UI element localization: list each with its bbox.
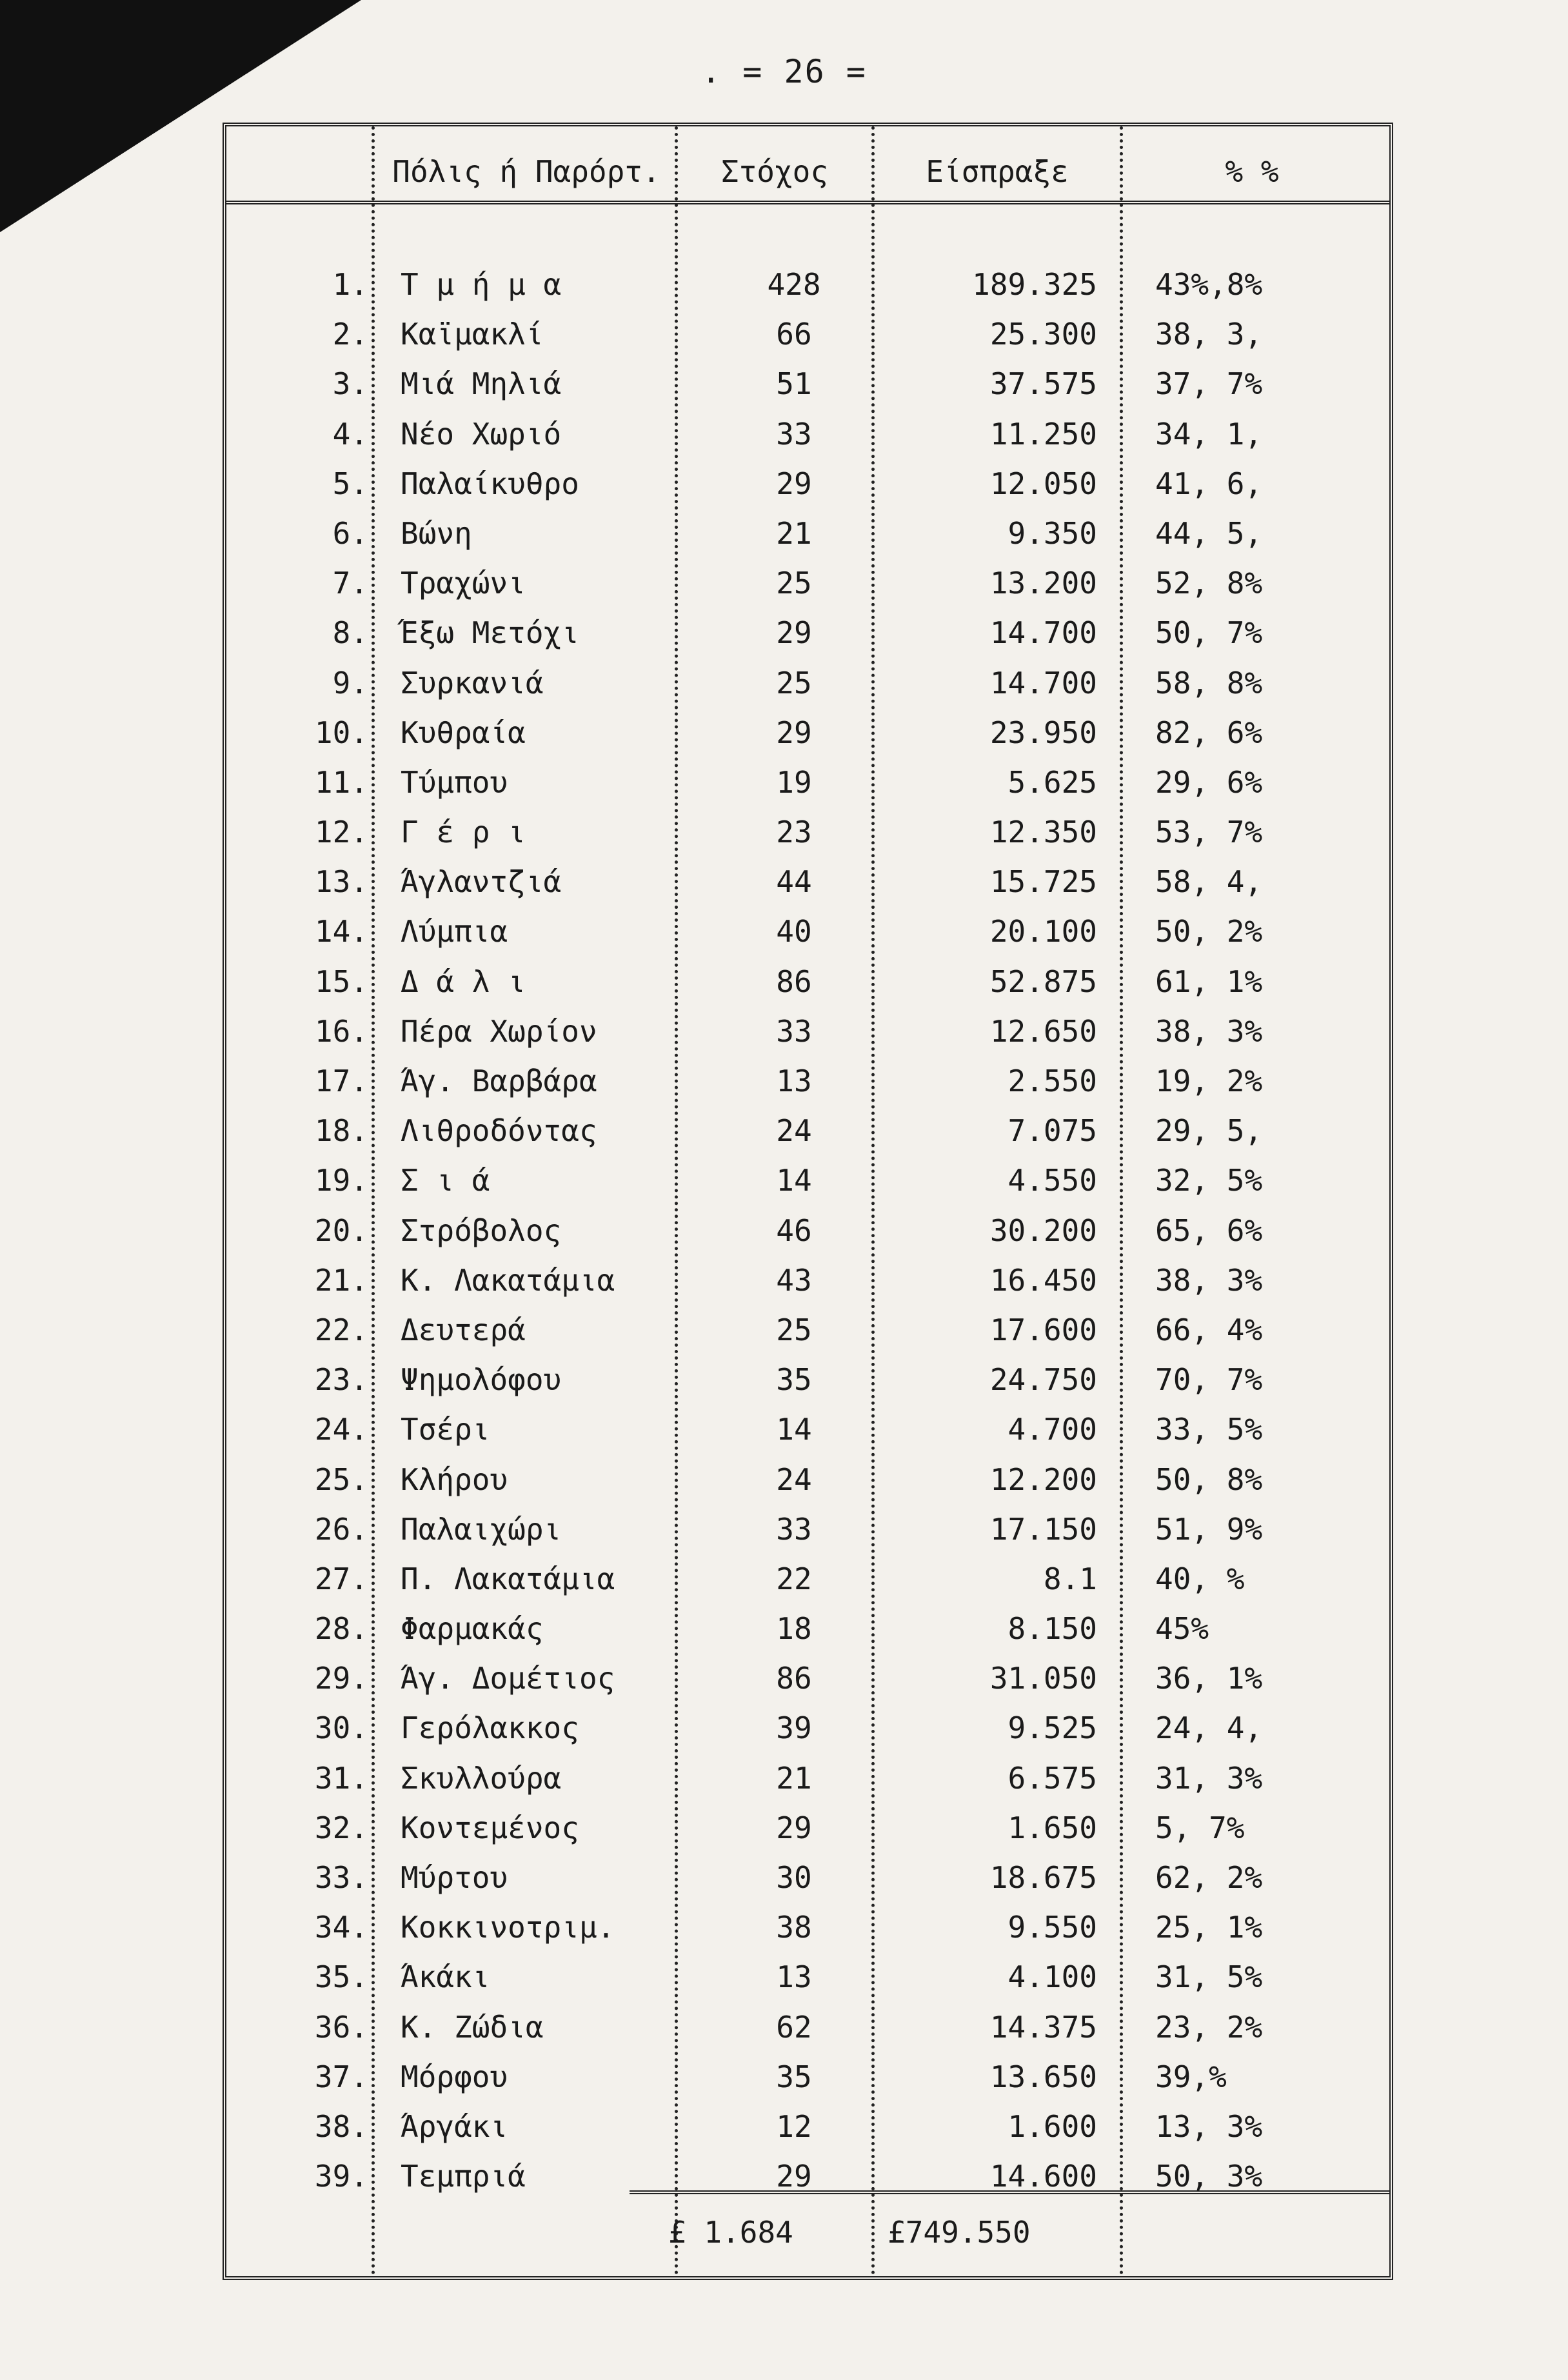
row-income: 52.875 (989, 964, 1097, 999)
table-row (226, 1507, 1389, 1556)
row-income: 18.675 (989, 1860, 1097, 1895)
row-target: 66 (776, 317, 812, 352)
row-target: 14 (776, 1412, 812, 1447)
row-place: Έξω Μετόχι (401, 615, 579, 651)
row-place: Πέρα Χωρίον (401, 1013, 597, 1049)
row-percent: 61, 1% (1155, 964, 1263, 999)
row-percent: 58, 8% (1155, 665, 1263, 700)
collection-table (223, 123, 1393, 2280)
table-row (226, 361, 1389, 411)
row-target: 29 (776, 1810, 812, 1845)
row-number: 33. (314, 1860, 368, 1895)
row-place: Δ ά λ ι (401, 964, 526, 999)
row-target: 38 (776, 1910, 812, 1945)
row-place: Νέο Χωριό (401, 416, 562, 451)
row-number: 20. (314, 1213, 368, 1248)
row-percent: 31, 5% (1155, 1959, 1263, 1995)
row-income: 2.550 (1007, 1064, 1097, 1098)
row-income: 14.700 (989, 615, 1097, 651)
row-percent: 19, 2% (1155, 1064, 1263, 1098)
row-target: 25 (776, 665, 812, 700)
row-place: Καϊμακλί (401, 317, 544, 352)
row-percent: 37, 7% (1155, 366, 1263, 402)
row-number: 3. (332, 366, 368, 402)
row-place: Σκυλλούρα (401, 1760, 562, 1796)
table-row (226, 1407, 1389, 1456)
row-income: 20.100 (989, 914, 1097, 949)
row-number: 5. (332, 466, 368, 501)
row-income: 1.600 (1007, 2108, 1097, 2144)
row-income: 17.150 (989, 1511, 1097, 1547)
table-row (226, 1954, 1389, 2004)
row-number: 23. (314, 1362, 368, 1398)
row-place: Συρκανιά (401, 665, 544, 700)
row-number: 39. (314, 2159, 368, 2194)
row-income: 7.075 (1007, 1113, 1097, 1149)
row-income: 24.750 (989, 1362, 1097, 1398)
row-place: Γ έ ρ ι (401, 815, 526, 850)
row-income: 5.625 (1007, 764, 1097, 800)
row-place: Τεμπριά (401, 2159, 526, 2194)
row-target: 43 (776, 1262, 812, 1298)
row-target: 29 (776, 2159, 812, 2194)
table-row (226, 1756, 1389, 1805)
row-income: 13.200 (989, 566, 1097, 601)
row-place: Κυθραία (401, 715, 526, 750)
row-number: 24. (314, 1412, 368, 1447)
table-row (226, 760, 1389, 809)
row-income: 37.575 (989, 366, 1097, 402)
row-number: 2. (332, 317, 368, 352)
row-income: 12.050 (989, 466, 1097, 501)
row-income: 8.150 (1007, 1611, 1097, 1647)
row-place: Βώνη (401, 515, 472, 551)
row-target: 21 (776, 515, 812, 551)
row-target: 44 (776, 864, 812, 900)
row-percent: 70, 7% (1155, 1362, 1263, 1398)
row-number: 18. (314, 1113, 368, 1149)
row-number: 12. (314, 815, 368, 850)
row-place: Τ μ ή μ α (401, 267, 562, 302)
row-percent: 5, 7% (1155, 1810, 1245, 1845)
row-target: 13 (776, 1959, 812, 1995)
row-number: 31. (314, 1760, 368, 1796)
row-target: 23 (776, 815, 812, 850)
row-place: Παλαιχώρι (401, 1511, 562, 1547)
row-number: 19. (314, 1163, 368, 1198)
row-percent: 65, 6% (1155, 1213, 1263, 1248)
row-target: 30 (776, 1860, 812, 1895)
row-income: 9.350 (1007, 515, 1097, 551)
row-place: Λύμπια (401, 914, 508, 949)
row-percent: 43%,8% (1155, 267, 1263, 302)
row-income: 14.600 (989, 2159, 1097, 2194)
row-place: Σ ι ά (401, 1163, 490, 1198)
row-place: Παλαίκυθρο (401, 466, 579, 501)
row-income: 6.575 (1007, 1760, 1097, 1796)
row-target: 22 (776, 1561, 812, 1596)
row-income: 9.525 (1007, 1711, 1097, 1746)
row-percent: 62, 2% (1155, 1860, 1263, 1895)
total-target: £ 1.684 (668, 2215, 793, 2250)
row-target: 46 (776, 1213, 812, 1248)
row-income: 4.100 (1007, 1959, 1097, 1995)
row-number: 16. (314, 1013, 368, 1049)
row-number: 11. (314, 764, 368, 800)
totals-row (630, 2190, 1389, 2272)
row-number: 32. (314, 1810, 368, 1845)
row-percent: 45% (1155, 1611, 1209, 1647)
row-place: Φαρμακάς (401, 1611, 544, 1647)
table-row (226, 1905, 1389, 1954)
row-percent: 29, 5, (1155, 1113, 1263, 1149)
table-row (226, 461, 1389, 511)
header-place: Πόλις ή Παρόρτ. (392, 154, 660, 189)
table-row (226, 2054, 1389, 2104)
table-body (226, 262, 1389, 2203)
row-target: 39 (776, 1711, 812, 1746)
row-percent: 58, 4, (1155, 864, 1263, 900)
row-percent: 66, 4% (1155, 1312, 1263, 1347)
table-row (226, 1656, 1389, 1705)
row-target: 19 (776, 764, 812, 800)
row-percent: 32, 5% (1155, 1163, 1263, 1198)
row-percent: 41, 6, (1155, 466, 1263, 501)
row-place: Άγ. Βαρβάρα (401, 1064, 597, 1098)
row-percent: 40, % (1155, 1561, 1245, 1596)
table-row (226, 511, 1389, 560)
row-income: 14.700 (989, 665, 1097, 700)
table-row (226, 1556, 1389, 1606)
row-percent: 34, 1, (1155, 416, 1263, 451)
row-percent: 50, 8% (1155, 1462, 1263, 1497)
row-target: 428 (767, 267, 821, 302)
table-row (226, 1307, 1389, 1357)
row-place: Κλήρου (401, 1462, 508, 1497)
row-place: Τσέρι (401, 1412, 490, 1447)
row-income: 9.550 (1007, 1910, 1097, 1945)
row-number: 38. (314, 2108, 368, 2144)
row-number: 15. (314, 964, 368, 999)
row-income: 11.250 (989, 416, 1097, 451)
row-target: 29 (776, 715, 812, 750)
row-income: 31.050 (989, 1661, 1097, 1696)
table-row (226, 660, 1389, 710)
row-place: Μιά Μηλιά (401, 366, 562, 402)
row-percent: 13, 3% (1155, 2108, 1263, 2144)
row-percent: 24, 4, (1155, 1711, 1263, 1746)
row-target: 21 (776, 1760, 812, 1796)
table-row (226, 859, 1389, 909)
row-number: 21. (314, 1262, 368, 1298)
row-target: 14 (776, 1163, 812, 1198)
table-row (226, 1705, 1389, 1755)
table-row (226, 1158, 1389, 1207)
row-percent: 53, 7% (1155, 815, 1263, 850)
row-place: Κ. Λακατάμια (401, 1262, 615, 1298)
row-target: 25 (776, 1312, 812, 1347)
row-target: 35 (776, 2059, 812, 2094)
row-number: 8. (332, 615, 368, 651)
row-income: 12.350 (989, 815, 1097, 850)
row-place: Κ. Ζώδια (401, 2009, 544, 2045)
row-percent: 50, 3% (1155, 2159, 1263, 2194)
row-number: 25. (314, 1462, 368, 1497)
row-income: 16.450 (989, 1262, 1097, 1298)
row-target: 51 (776, 366, 812, 402)
table-row (226, 1058, 1389, 1108)
row-income: 12.650 (989, 1013, 1097, 1049)
table-row (226, 909, 1389, 958)
row-target: 86 (776, 964, 812, 999)
table-row (226, 560, 1389, 610)
row-place: Γερόλακκος (401, 1711, 579, 1746)
row-income: 12.200 (989, 1462, 1097, 1497)
row-place: Κοντεμένος (401, 1810, 579, 1845)
row-income: 15.725 (989, 864, 1097, 900)
row-number: 28. (314, 1611, 368, 1647)
row-number: 27. (314, 1561, 368, 1596)
row-target: 86 (776, 1661, 812, 1696)
table-row (226, 809, 1389, 859)
row-number: 14. (314, 914, 368, 949)
header-percent: % % (1225, 154, 1279, 189)
row-number: 13. (314, 864, 368, 900)
table-row (226, 2104, 1389, 2154)
row-place: Τραχώνι (401, 566, 526, 601)
table-row (226, 1357, 1389, 1407)
row-number: 35. (314, 1959, 368, 1995)
table-row (226, 262, 1389, 312)
row-percent: 33, 5% (1155, 1412, 1263, 1447)
row-percent: 50, 2% (1155, 914, 1263, 949)
row-number: 30. (314, 1711, 368, 1746)
page-number: . = 26 = (701, 53, 867, 90)
row-target: 33 (776, 1511, 812, 1547)
row-percent: 38, 3% (1155, 1262, 1263, 1298)
total-income: £749.550 (888, 2215, 1031, 2250)
row-income: 30.200 (989, 1213, 1097, 1248)
row-number: 9. (332, 665, 368, 700)
row-income: 4.550 (1007, 1163, 1097, 1198)
row-percent: 51, 9% (1155, 1511, 1263, 1547)
row-target: 24 (776, 1113, 812, 1149)
row-percent: 82, 6% (1155, 715, 1263, 750)
row-place: Άγ. Δομέτιος (401, 1661, 615, 1696)
table-row (226, 710, 1389, 760)
row-income: 25.300 (989, 317, 1097, 352)
row-number: 26. (314, 1511, 368, 1547)
row-place: Μύρτου (401, 1860, 508, 1895)
table-row (226, 1108, 1389, 1158)
row-percent: 25, 1% (1155, 1910, 1263, 1945)
row-place: Άγλαντζιά (401, 864, 562, 900)
row-income: 8.1 (1043, 1561, 1097, 1596)
row-target: 62 (776, 2009, 812, 2045)
row-target: 24 (776, 1462, 812, 1497)
row-number: 6. (332, 515, 368, 551)
row-target: 29 (776, 466, 812, 501)
row-number: 1. (332, 267, 368, 302)
table-row (226, 610, 1389, 660)
header-target: Στόχος (720, 154, 829, 189)
row-target: 13 (776, 1064, 812, 1098)
header-income: Είσπραξε (926, 154, 1069, 189)
table-row (226, 412, 1389, 461)
row-place: Δευτερά (401, 1312, 526, 1347)
row-income: 1.650 (1007, 1810, 1097, 1845)
row-target: 12 (776, 2108, 812, 2144)
row-place: Ψημολόφου (401, 1362, 562, 1398)
row-number: 22. (314, 1312, 368, 1347)
row-percent: 29, 6% (1155, 764, 1263, 800)
row-number: 36. (314, 2009, 368, 2045)
table-row (226, 2005, 1389, 2054)
row-place: Τύμπου (401, 764, 508, 800)
row-income: 17.600 (989, 1312, 1097, 1347)
row-percent: 38, 3, (1155, 317, 1263, 352)
row-place: Κοκκινοτριμ. (401, 1910, 615, 1945)
row-target: 29 (776, 615, 812, 651)
table-header (226, 143, 1389, 204)
row-number: 29. (314, 1661, 368, 1696)
row-target: 33 (776, 416, 812, 451)
table-row (226, 1258, 1389, 1307)
row-income: 13.650 (989, 2059, 1097, 2094)
row-target: 25 (776, 566, 812, 601)
row-place: Άργάκι (401, 2108, 508, 2144)
row-percent: 31, 3% (1155, 1760, 1263, 1796)
table-row (226, 1457, 1389, 1507)
row-income: 23.950 (989, 715, 1097, 750)
row-place: Μόρφου (401, 2059, 508, 2094)
row-number: 10. (314, 715, 368, 750)
table-row (226, 1606, 1389, 1656)
row-place: Π. Λακατάμια (401, 1561, 615, 1596)
row-number: 34. (314, 1910, 368, 1945)
table-row (226, 959, 1389, 1009)
table-row (226, 1805, 1389, 1855)
row-target: 40 (776, 914, 812, 949)
row-number: 4. (332, 416, 368, 451)
table-row (226, 1009, 1389, 1058)
table-row (226, 1855, 1389, 1905)
row-percent: 36, 1% (1155, 1661, 1263, 1696)
row-percent: 39,% (1155, 2059, 1227, 2094)
row-target: 18 (776, 1611, 812, 1647)
table-row (226, 1208, 1389, 1258)
row-income: 4.700 (1007, 1412, 1097, 1447)
row-percent: 50, 7% (1155, 615, 1263, 651)
table-row (226, 312, 1389, 361)
row-income: 189.325 (972, 267, 1097, 302)
row-number: 17. (314, 1064, 368, 1098)
row-place: Λιθροδόντας (401, 1113, 597, 1149)
row-place: Στρόβολος (401, 1213, 562, 1248)
row-number: 37. (314, 2059, 368, 2094)
row-percent: 38, 3% (1155, 1013, 1263, 1049)
row-target: 35 (776, 1362, 812, 1398)
row-number: 7. (332, 566, 368, 601)
row-place: Άκάκι (401, 1959, 490, 1995)
row-percent: 23, 2% (1155, 2009, 1263, 2045)
row-target: 33 (776, 1013, 812, 1049)
row-percent: 44, 5, (1155, 515, 1263, 551)
row-income: 14.375 (989, 2009, 1097, 2045)
row-percent: 52, 8% (1155, 566, 1263, 601)
